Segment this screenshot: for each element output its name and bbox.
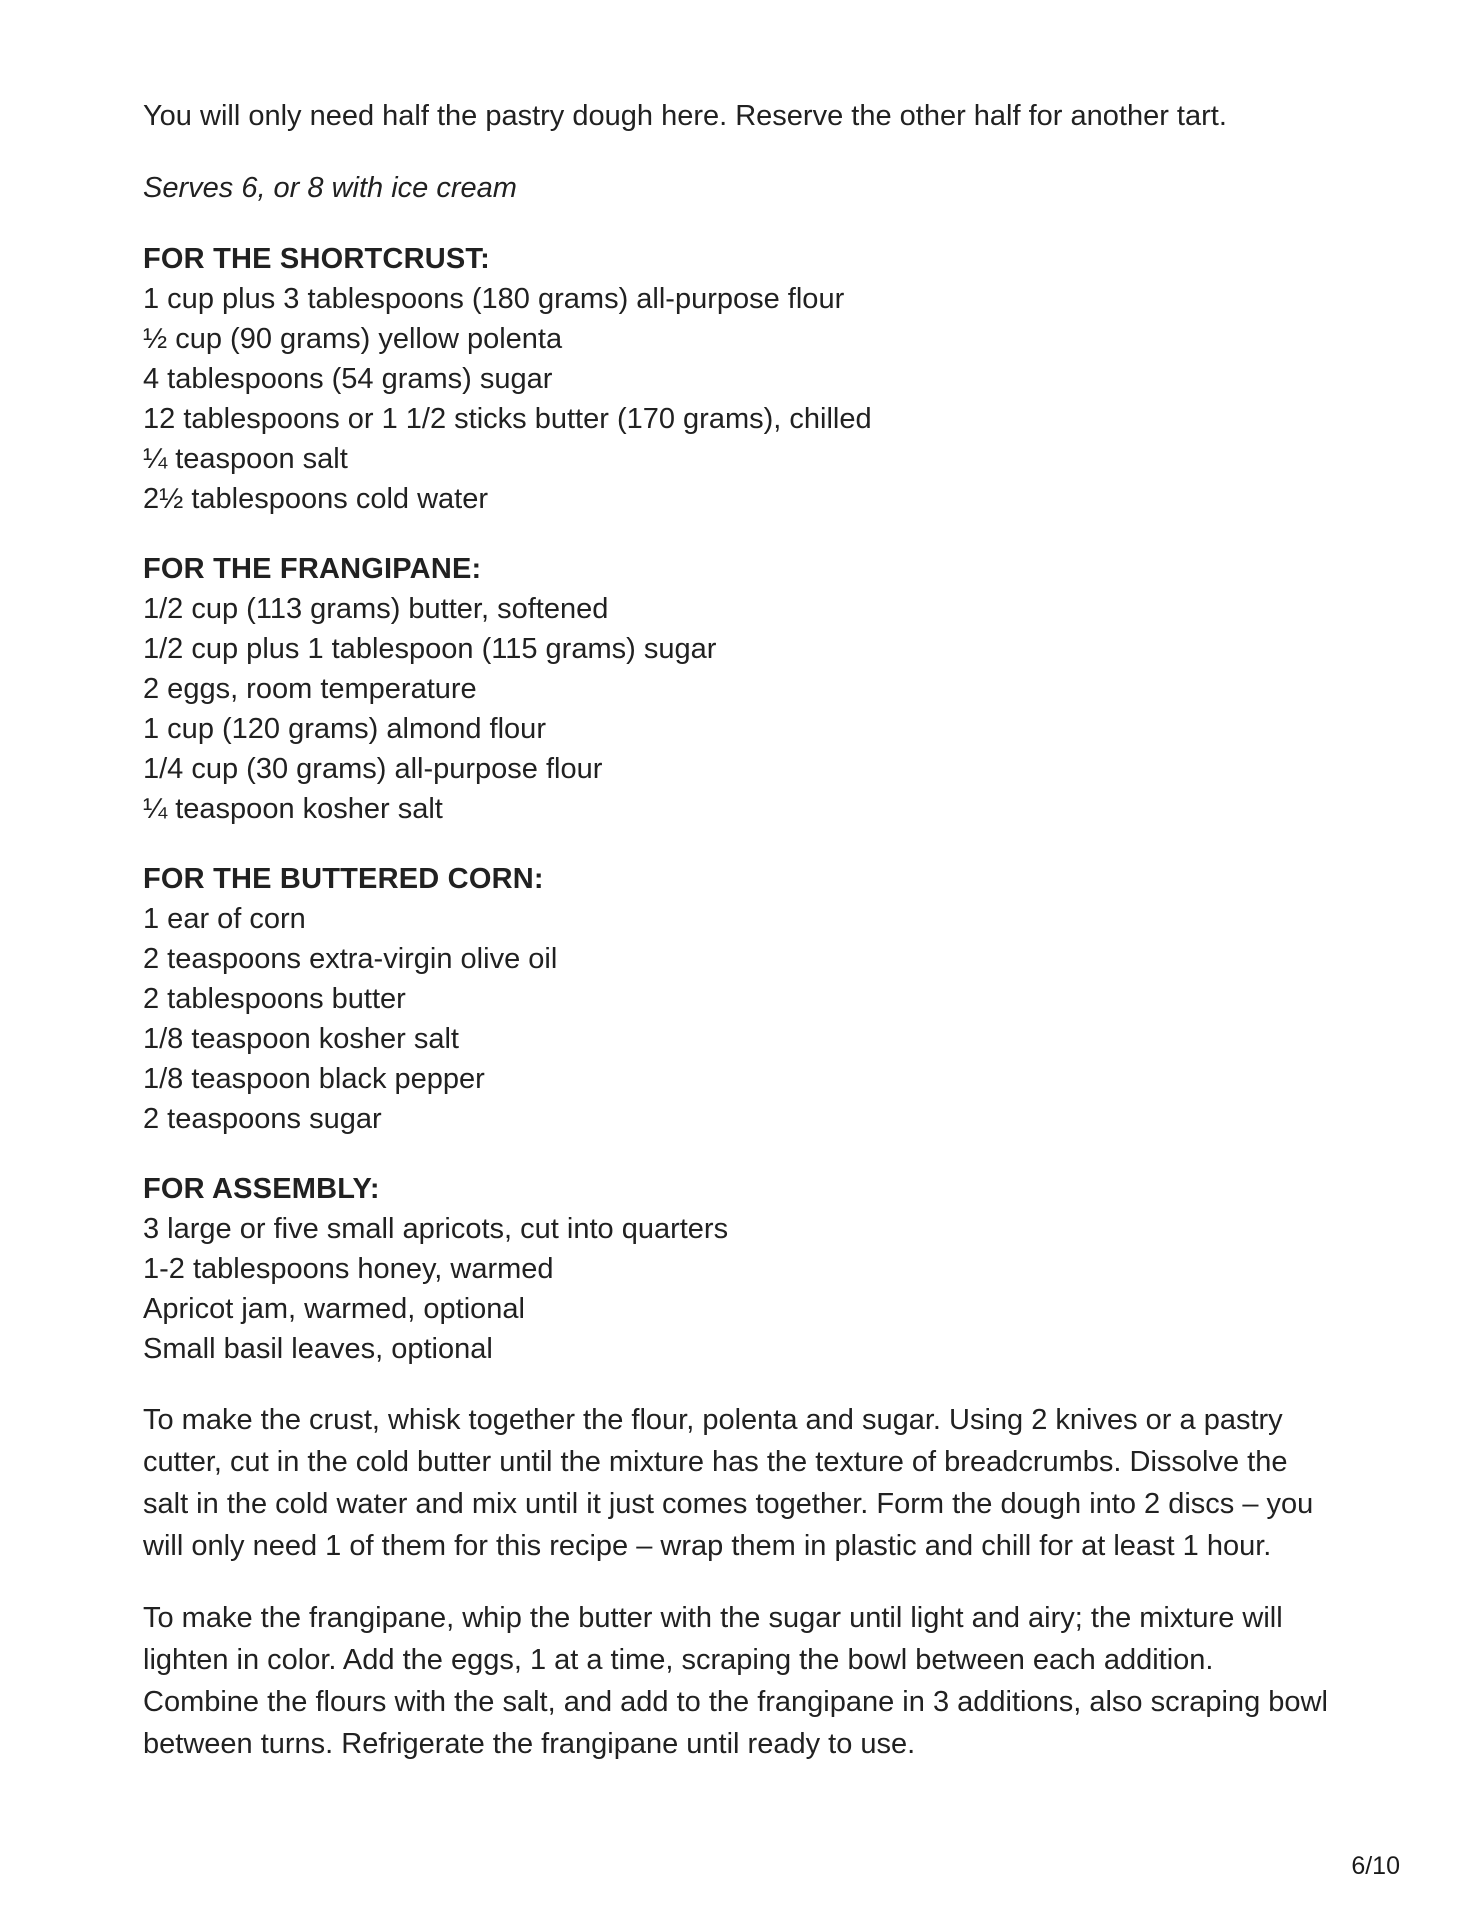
ingredient-line: ¼ teaspoon kosher salt	[143, 793, 443, 825]
section-shortcrust	[143, 239, 1323, 519]
section-buttered-corn	[143, 859, 1323, 1139]
instruction-line: To make the frangipane, whip the butter with the sugar until light and airy; the mixture will	[143, 1602, 1283, 1634]
ingredient-line: 3 large or five small apricots, cut into quarters	[143, 1213, 729, 1245]
ingredient-line: 2½ tablespoons cold water	[143, 483, 488, 515]
instruction-paragraph-frangipane	[143, 1597, 1328, 1765]
instruction-line: lighten in color. Add the eggs, 1 at a time, scraping the bowl between each addition.	[143, 1644, 1214, 1676]
instruction-line: Combine the flours with the salt, and add to the frangipane in 3 additions, also scraping bowl	[143, 1686, 1328, 1718]
ingredient-line: 4 tablespoons (54 grams) sugar	[143, 363, 553, 395]
page-content	[143, 95, 1328, 1765]
ingredient-line: Small basil leaves, optional	[143, 1333, 493, 1365]
section-frangipane	[143, 549, 1323, 829]
ingredient-line: 1/2 cup plus 1 tablespoon (115 grams) sugar	[143, 633, 717, 665]
instruction-paragraph-crust	[143, 1399, 1323, 1567]
intro-paragraph: You will only need half the pastry dough here. Reserve the other half for another tart.	[143, 100, 1227, 132]
ingredient-line: 1 ear of corn	[143, 903, 306, 935]
section-heading: FOR ASSEMBLY:	[143, 1173, 380, 1205]
ingredient-line: 1/4 cup (30 grams) all-purpose flour	[143, 753, 603, 785]
ingredient-line: ½ cup (90 grams) yellow polenta	[143, 323, 563, 355]
ingredient-line: 1/2 cup (113 grams) butter, softened	[143, 593, 609, 625]
ingredient-line: 2 eggs, room temperature	[143, 673, 477, 705]
section-heading: FOR THE SHORTCRUST:	[143, 243, 490, 275]
instruction-line: To make the crust, whisk together the flour, polenta and sugar. Using 2 knives or a pastry	[143, 1404, 1283, 1436]
instruction-line: between turns. Refrigerate the frangipane until ready to use.	[143, 1728, 916, 1760]
ingredient-line: 1/8 teaspoon kosher salt	[143, 1023, 459, 1055]
ingredient-line: 12 tablespoons or 1 1/2 sticks butter (170 grams), chilled	[143, 403, 872, 435]
ingredient-line: 1/8 teaspoon black pepper	[143, 1063, 485, 1095]
ingredient-line: 1 cup plus 3 tablespoons (180 grams) all-purpose flour	[143, 283, 845, 315]
ingredient-line: 1 cup (120 grams) almond flour	[143, 713, 546, 745]
instruction-line: salt in the cold water and mix until it just comes together. Form the dough into 2 discs – you	[143, 1488, 1314, 1520]
serves-note: Serves 6, or 8 with ice cream	[143, 172, 517, 204]
ingredient-line: 2 teaspoons sugar	[143, 1103, 382, 1135]
ingredient-line: 1-2 tablespoons honey, warmed	[143, 1253, 554, 1285]
section-assembly	[143, 1169, 1323, 1369]
ingredient-line: 2 tablespoons butter	[143, 983, 406, 1015]
section-heading: FOR THE BUTTERED CORN:	[143, 863, 544, 895]
ingredient-line: ¼ teaspoon salt	[143, 443, 348, 475]
section-heading: FOR THE FRANGIPANE:	[143, 553, 482, 585]
ingredient-line: Apricot jam, warmed, optional	[143, 1293, 525, 1325]
instruction-line: will only need 1 of them for this recipe – wrap them in plastic and chill for at least 1 hour.	[143, 1530, 1272, 1562]
instruction-line: cutter, cut in the cold butter until the mixture has the texture of breadcrumbs. Dissolve the	[143, 1446, 1288, 1478]
page-number: 6/10	[1351, 1852, 1400, 1880]
ingredient-line: 2 teaspoons extra-virgin olive oil	[143, 943, 558, 975]
